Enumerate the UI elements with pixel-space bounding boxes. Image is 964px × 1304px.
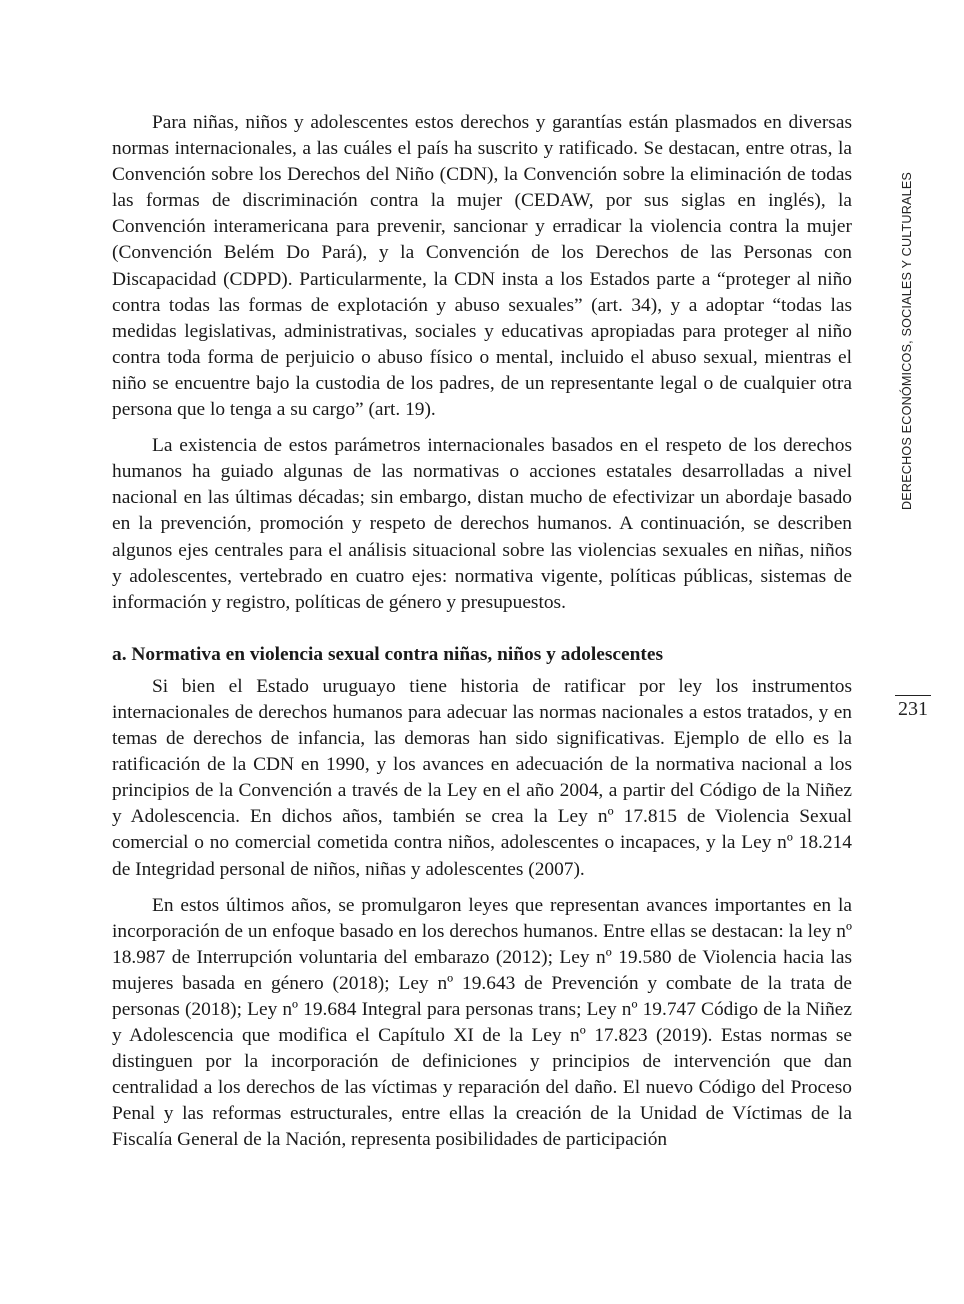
paragraph-intro: Para niñas, niños y adolescentes estos derechos y garantías están plasmados en diversas normas internacionales, a las cuáles el país ha suscrito y ratificado. Se destacan, entre otras, la Convención sobre los Derechos del Niño (CDN), la Convención sobre la eliminación de todas las formas de discriminación contra la mujer (CEDAW, por sus siglas en inglés), la Convención interamericana para prevenir, sancionar y erradicar la violencia contra la mujer (Convención Belém Do Pará), y la Convención de los Derechos de las Personas con Discapacidad (CDPD). Particularmente, la CDN insta a los Estados parte a “proteger al niño contra todas las formas de explotación y abuso sexuales” (art. 34), y a adoptar “todas las medidas legislativas, administrativas, sociales y educativas apropiadas para proteger al niño contra toda forma de perjuicio o abuso físico o mental, incluido el abuso sexual, mientras el niño se encuentre bajo la custodia de los padres, de un representante legal o de cualquier otra persona que lo tenga a su cargo” (art. 19). bbox=[112, 112, 852, 421]
paragraph-recent-laws: En estos últimos años, se promulgaron leyes que representan avances importantes en la incorporación de un enfoque basado en los derechos humanos. Entre ellas se destacan: la ley nº 18.987 de Interrupción voluntaria del embarazo (2012); Ley nº 19.580 de Violencia hacia las mujeres basada en género (2018); Ley nº 19.643 de Prevención y combate de la trata de personas (2018); Ley nº 19.684 Integral para personas trans; Ley nº 19.747 Código de la Niñez y Adolescencia que modifica el Capítulo XI de la Ley nº 17.823 (2019). Estas normas se distinguen por la incorporación de definiciones y principios de intervención que dan centralidad a los derechos de las víctimas y reparación del daño. El nuevo Código del Proceso Penal y las reformas estructurales, entre ellas la creación de la Unidad de Víctimas de la Fiscalía General de la Nación, representa posibilidades de participación bbox=[112, 894, 852, 1151]
page-body bbox=[112, 110, 852, 1164]
page-number: 231 bbox=[895, 695, 931, 721]
paragraph-parameters: La existencia de estos parámetros internacionales basados en el respeto de los derechos humanos ha guiado algunas de las normativas o acciones estatales desarrolladas a nivel nacional en las últimas décadas; sin embargo, distan mucho de efectivizar un abordaje basado en la prevención, promoción y respeto de derechos humanos. A continuación, se describen algunos ejes centrales para el análisis situacional sobre las violencias sexuales en niñas, niños y adolescentes, vertebrado en cuatro ejes: normativa vigente, políticas públicas, sistemas de información y registro, políticas de género y presupuestos. bbox=[112, 435, 852, 613]
section-heading: a. Normativa en violencia sexual contra niñas, niños y adolescentes bbox=[112, 643, 664, 665]
paragraph-ratification: Si bien el Estado uruguayo tiene historia de ratificar por ley los instrumentos internacionales de derechos humanos para adecuar las normas nacionales a estos tratados, y en temas de derechos de infancia, las demoras han sido significativas. Ejemplo de ello es la ratificación de la CDN en 1990, y los avances en adecuación de la normativa nacional a los principios de la Convención a través de la Ley en el año 2004, a partir del Código de la Niñez y Adolescencia. En dichos años, también se crea la Ley nº 17.815 de Violencia Sexual comercial o no comercial cometida contra niños, adolescentes o incapaces, y la Ley nº 18.214 de Integridad personal de niños, niñas y adolescentes (2007). bbox=[112, 675, 852, 880]
running-side-title: DERECHOS ECONÓMICOS, SOCIALES Y CULTURALES bbox=[900, 171, 914, 510]
